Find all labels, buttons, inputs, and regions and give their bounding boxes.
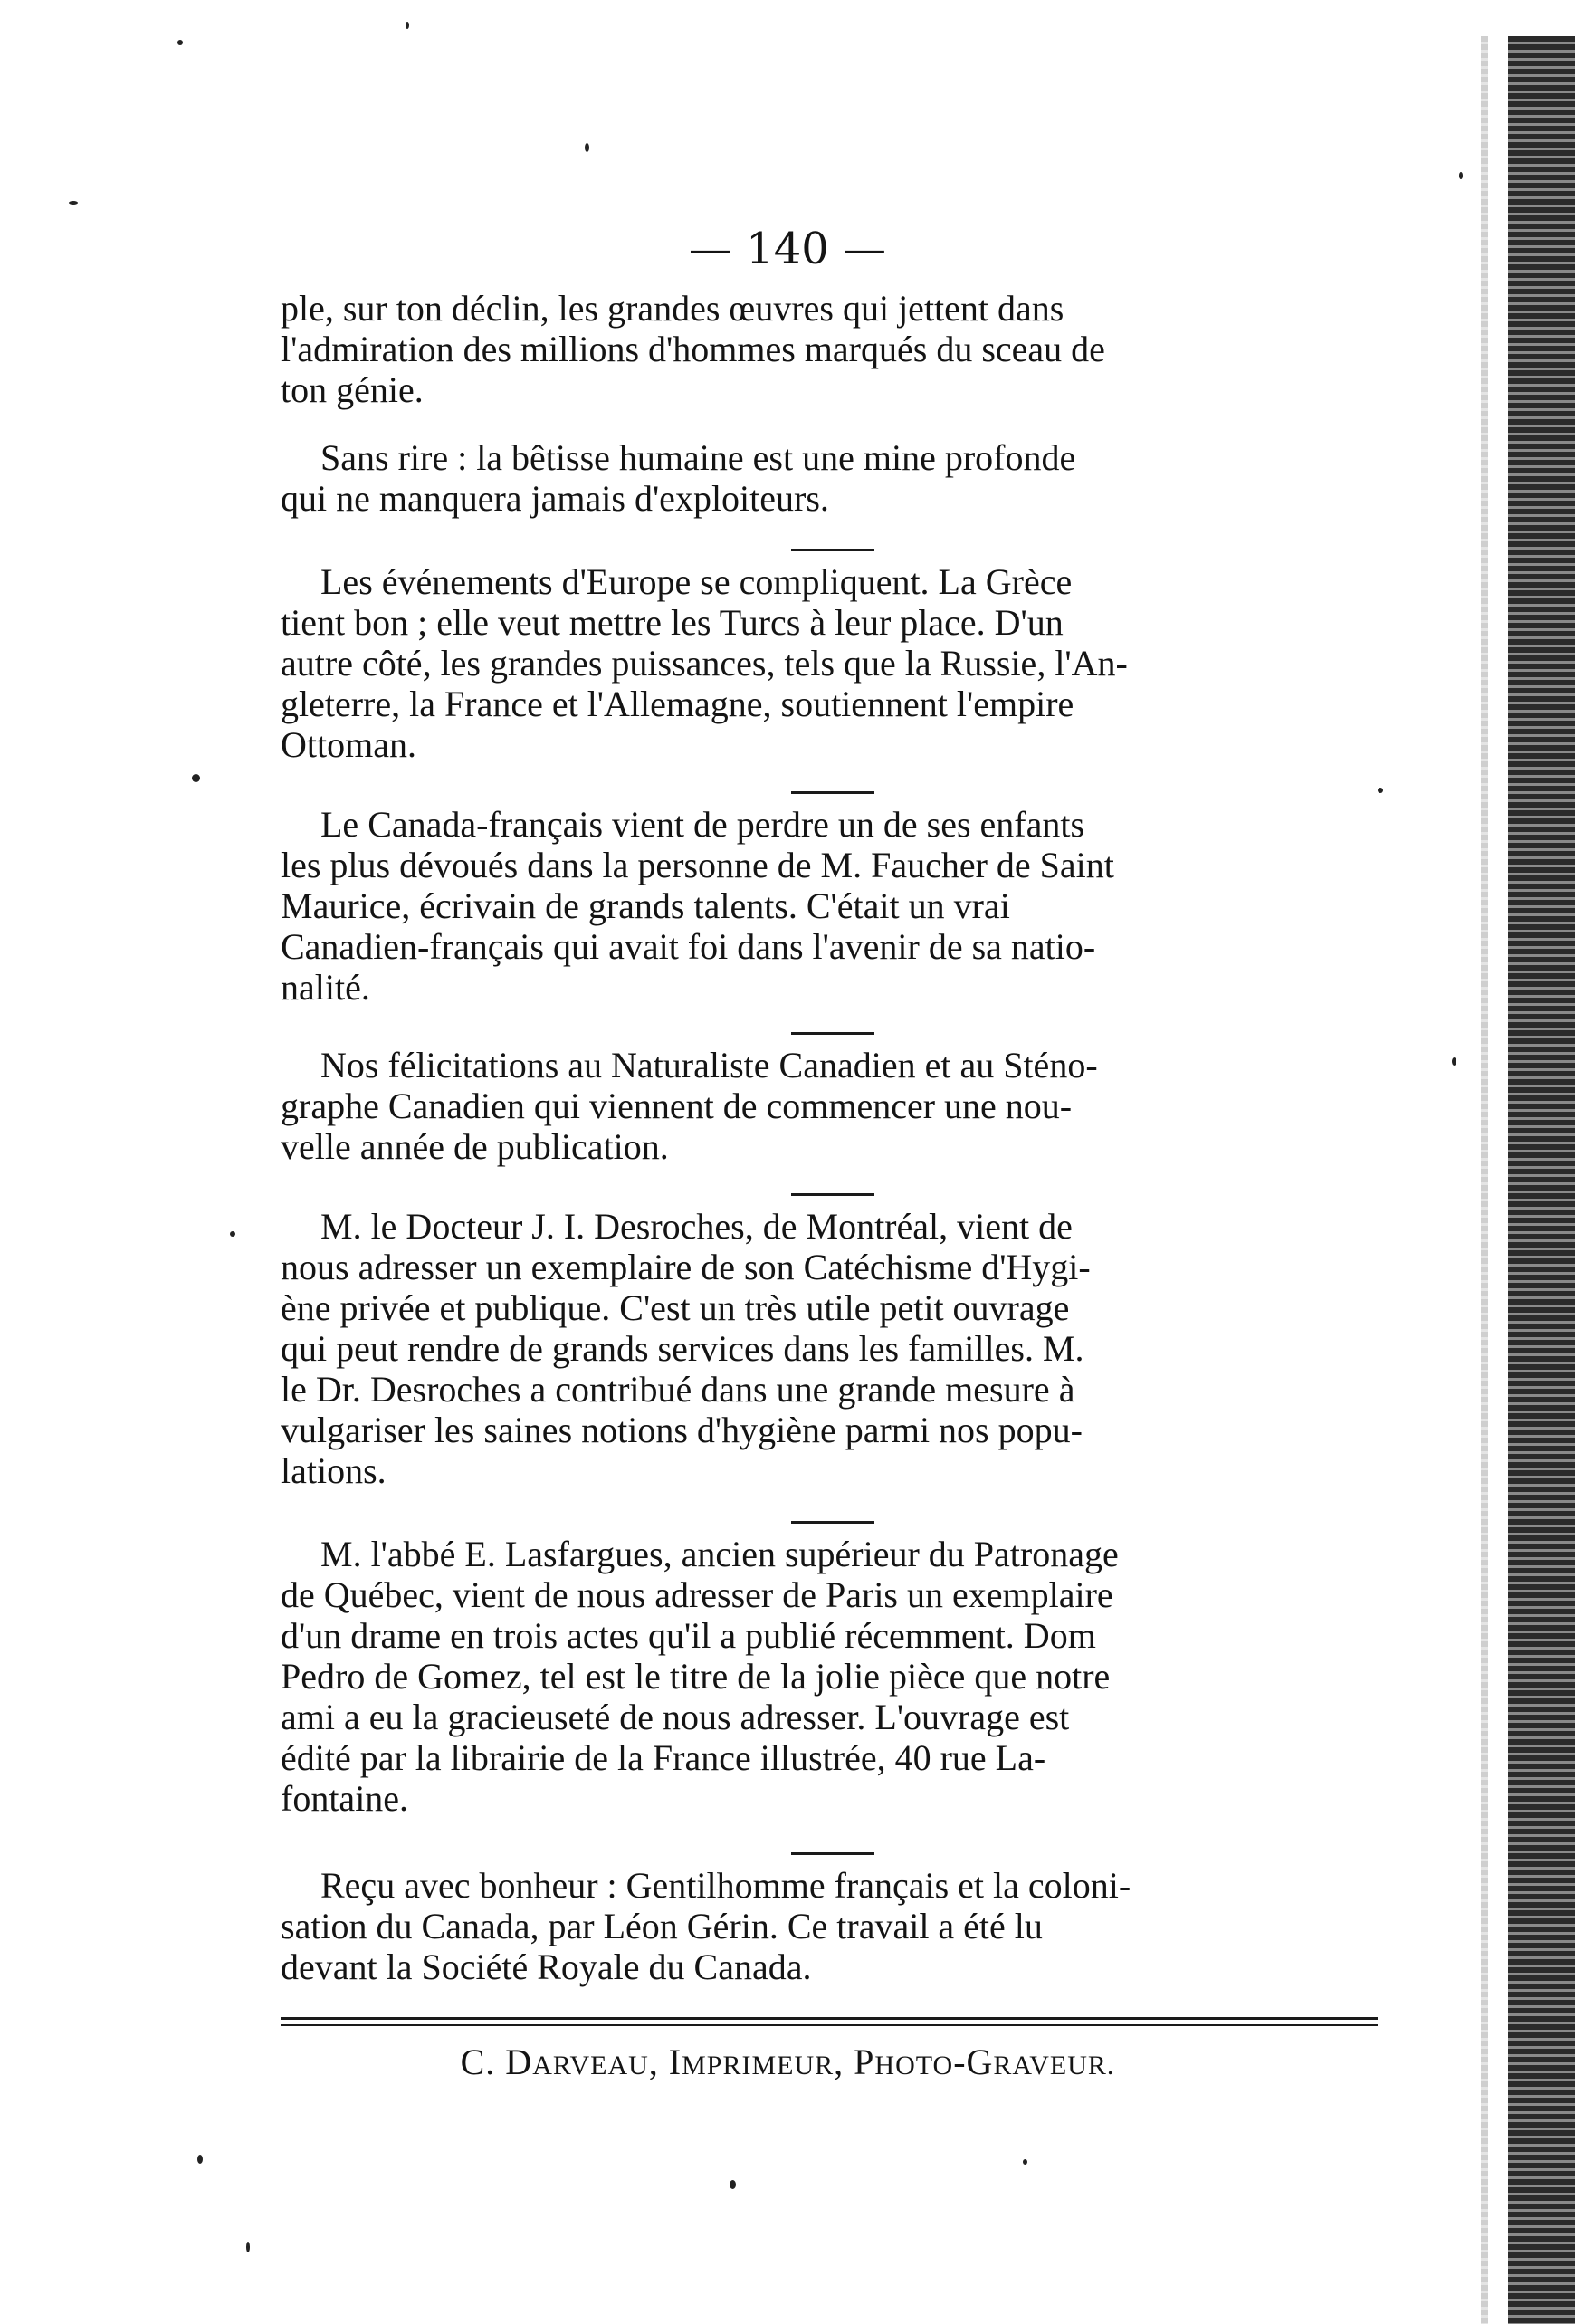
scan-speck [69,201,78,205]
section-divider [791,1193,874,1196]
paragraph-lasfargues: M. l'abbé E. Lasfargues, ancien supérieur du Patronage de Québec, vient de nous adresser de Paris un exemplaire d'un drame en trois actes qu'il a publié récemment. Dom Pedro de Gomez, tel est le titre de la jolie pièce que notre ami a eu la gracieuseté de nous adresser. L'ouvrage est édité par la librairie de la France illustrée, 40 rue La- fontaine. [281,1534,1119,1819]
scan-speck [1452,1057,1456,1066]
printer-imprint: C. DARVEAU, IMPRIMEUR, PHOTO-GRAVEUR. [460,2042,1115,2082]
scan-speck [730,2180,736,2189]
footer-rule [281,2017,1378,2020]
footer-rule [281,2024,1378,2026]
paragraph-recu: Reçu avec bonheur : Gentilhomme français et la coloni- sation du Canada, par Léon Gérin. Ce travail a été lu devant la Société Royale du Canada. [281,1865,1131,1987]
section-divider [791,1852,874,1855]
section-divider [791,1521,874,1524]
scan-speck [177,40,183,45]
scan-speck [1459,172,1463,179]
section-divider [791,791,874,794]
scan-speck [192,774,200,782]
scan-speck [1378,788,1383,793]
paragraph-continuation: ple, sur ton déclin, les grandes œuvres qui jettent dans l'admiration des millions d'hommes marqués du sceau de ton génie. [281,288,1105,410]
paragraph-canada-francais: Le Canada-français vient de perdre un de ses enfants les plus dévoués dans la personne de M. Faucher de Saint Maurice, écrivain de grands talents. C'était un vrai Canadien-français qui avait foi dans l'avenir de sa natio- nalité. [281,804,1114,1008]
scan-speck [406,22,409,29]
scan-speck [230,1231,235,1237]
section-divider [791,1032,874,1035]
scan-speck [197,2155,203,2164]
page-number: — 140 — [688,224,887,274]
paragraph-sans-rire: Sans rire : la bêtisse humaine est une mine profonde qui ne manquera jamais d'exploiteurs. [281,437,1076,519]
paragraph-europe: Les événements d'Europe se compliquent. La Grèce tient bon ; elle veut mettre les Turcs à leur place. D'un autre côté, les grandes puissances, tels que la Russie, l'An- gleterre, la France et l'Allemagne, soutiennent l'empire Ottoman. [281,561,1128,765]
scan-speck [1023,2159,1027,2165]
paragraph-desroches: M. le Docteur J. I. Desroches, de Montréal, vient de nous adresser un exemplaire de son Catéchisme d'Hygi- ène privée et publique. C'est un très utile petit ouvrage qui peut rendre de grands services dans les familles. M. le Dr. Desroches a contribué dans une grande mesure à vulgariser les saines notions d'hygiène parmi nos popu- lations. [281,1206,1091,1491]
scan-speck [246,2242,250,2252]
section-divider [791,549,874,551]
paragraph-felicitations: Nos félicitations au Naturaliste Canadien et au Sténo- graphe Canadien qui viennent de commencer une nou- velle année de publication. [281,1045,1098,1167]
page-edge-shadow [1481,36,1575,2324]
scan-speck [585,143,589,152]
